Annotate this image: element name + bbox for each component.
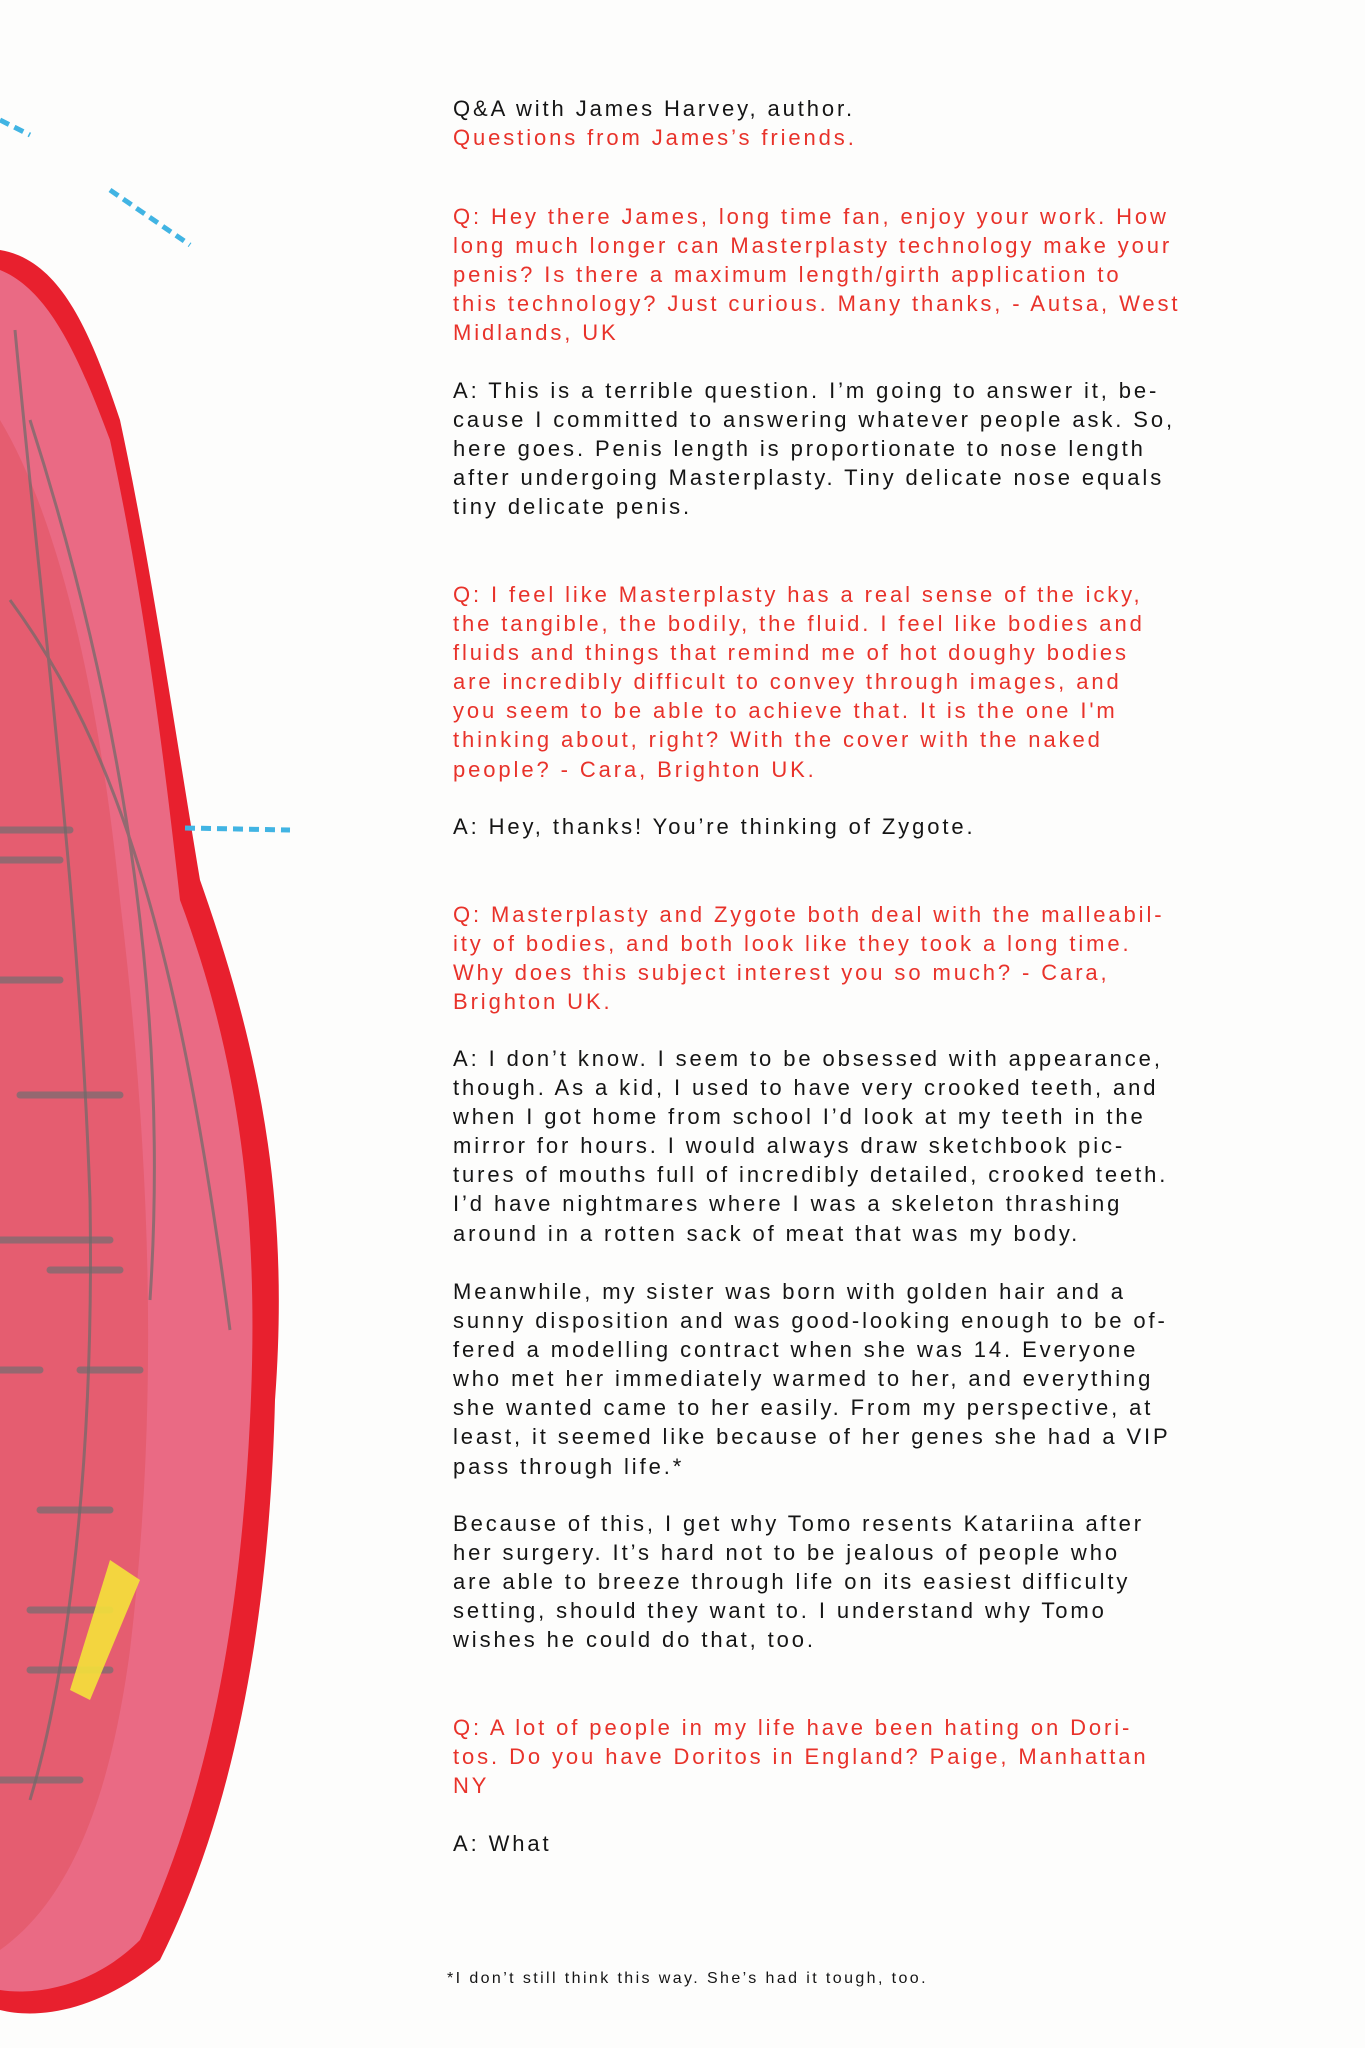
answer-3-paragraph-2: Meanwhile, my sister was born with golden hair and a sunny disposition and was good-looking enough to be of- fered a modelling contract when she was 14. Everyone who met her immediately warmed to her, and everything she wanted came to her easily. From my perspective, at least, it seemed like because of her genes she had a VIP pass through life.* bbox=[453, 1279, 1171, 1479]
answer-4: A: What bbox=[453, 1831, 552, 1856]
answer-3-paragraph-3: Because of this, I get why Tomo resents Katariina after her surgery. It’s hard not to be jealous of people who are able to breeze through life on its easiest difficulty setting, should they want to. I understand why Tomo wishes he could do that, too. bbox=[453, 1511, 1145, 1653]
answer-2: A: Hey, thanks! You’re thinking of Zygote. bbox=[453, 814, 976, 839]
answer-1: A: This is a terrible question. I’m going to answer it, be- cause I committed to answering whatever people ask. So, here goes. Penis length is proportionate to nose length after undergoing Masterplasty. Tiny delicate nose equals tiny delicate penis. bbox=[453, 378, 1176, 520]
footnote: *I don’t still think this way. She’s had it tough, too. bbox=[447, 1970, 928, 1987]
answer-3-paragraph-1: A: I don’t know. I seem to be obsessed with appearance, though. As a kid, I used to have very crooked teeth, and when I got home from school I’d look at my teeth in the mirror for hours. I would always draw sketchbook pic- tures of mouths full of incredibly detailed, crooked teeth. I’d have nightmares where I was a skeleton thrashing around in a rotten sack of meat that was my body. bbox=[453, 1046, 1169, 1246]
question-4: Q: A lot of people in my life have been hating on Dori- tos. Do you have Doritos in England? Paige, Manhattan NY bbox=[453, 1715, 1149, 1799]
question-2: Q: I feel like Masterplasty has a real sense of the icky, the tangible, the bodily, the fluid. I feel like bodies and fluids and things that remind me of hot doughy bodies are incredibly difficult to convey through images, and you seem to be able to achieve that. It is the one I'm thinking about, right? With the cover with the naked people? - Cara, Brighton UK. bbox=[453, 582, 1145, 782]
page-subtitle: Questions from James’s friends. bbox=[453, 125, 857, 150]
abstract-pink-brush-illustration bbox=[0, 0, 420, 2048]
question-1: Q: Hey there James, long time fan, enjoy your work. How long much longer can Masterplasty technology make your penis? Is there a maximum length/girth application to this technology? Just curious. Many thanks, - Autsa, West Midlands, UK bbox=[453, 204, 1181, 346]
page-title: Q&A with James Harvey, author. bbox=[453, 96, 856, 121]
question-3: Q: Masterplasty and Zygote both deal with the malleabil- ity of bodies, and both look like they took a long time. Why does this subject interest you so much? - Cara, Brighton UK. bbox=[453, 902, 1165, 1015]
